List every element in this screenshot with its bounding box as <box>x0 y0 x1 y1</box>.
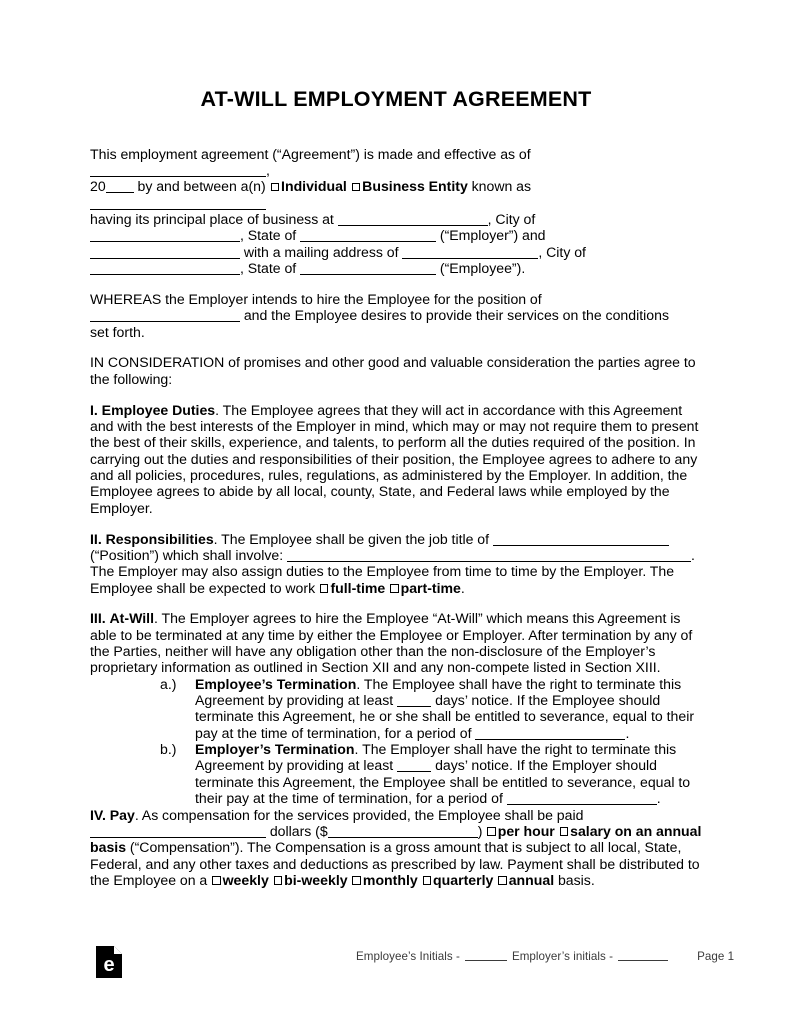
whereas-line2: and the Employee desires to provide their services on the conditions <box>243 307 670 324</box>
subclause-b-heading: Employer’s Termination <box>195 741 355 758</box>
label-full-time: full-time <box>330 579 386 596</box>
consideration-paragraph: IN CONSIDERATION of promises and other good and valuable consideration the parties agree to the following: <box>90 354 696 387</box>
section-2-period: . <box>691 546 695 563</box>
page-footer <box>90 938 735 990</box>
whereas-line1: WHEREAS the Employer intends to hire the Employee for the position of <box>90 290 542 307</box>
list-item <box>90 676 702 741</box>
employee-mailing-address-blank[interactable] <box>402 246 538 259</box>
checkbox-full-time[interactable] <box>320 584 329 593</box>
section-3-heading: At-Will <box>109 610 154 627</box>
label-part-time: part-time <box>400 579 461 596</box>
section-2-responsibilities <box>90 531 702 596</box>
employer-address-blank[interactable] <box>338 213 488 226</box>
employee-notice-days-blank[interactable] <box>397 694 431 707</box>
section-1-number: I. <box>90 401 98 418</box>
label-individual: Individual <box>281 178 347 195</box>
employee-name-blank[interactable] <box>90 246 240 259</box>
pay-amount-words-blank[interactable] <box>90 825 266 838</box>
label-business-entity: Business Entity <box>362 178 468 195</box>
section-2-number: II. <box>90 530 102 547</box>
section-2-line3: The Employer may also assign duties to the Employee from time to time by the Employer. The Employee shall be expected to work <box>90 563 675 596</box>
checkbox-salary-annual[interactable] <box>560 827 569 836</box>
whereas-paragraph <box>90 291 702 340</box>
subclause-b-part3: . <box>656 790 661 807</box>
employer-severance-period-blank[interactable] <box>507 792 657 805</box>
employer-state-blank[interactable] <box>300 229 436 242</box>
label-quarterly: quarterly <box>433 871 494 888</box>
section-3-number: III. <box>90 610 106 627</box>
intro-line2-text: by and between a(n) <box>137 178 266 195</box>
subclause-a-part1: . The Employee shall have the right to terminate this Agreement by providing at least <box>195 675 682 709</box>
section-4-line1: . As compensation for the services provided, the Employee shall be paid <box>134 806 584 823</box>
section-4-line3: (“Compensation”). The Compensation is a gross amount that is subject to all local, State, Federal, and any other taxes and deductions as prescribed by law. Payment shall be distributed to the Employee on a <box>90 839 700 888</box>
intro-line4-employer: (“Employer”) and <box>439 227 546 244</box>
employer-initials-label: Employer’s initials - <box>511 950 614 963</box>
pay-amount-numeric-blank[interactable] <box>328 825 478 838</box>
checkbox-quarterly[interactable] <box>423 876 432 885</box>
effective-date-blank[interactable] <box>90 164 266 177</box>
intro-line5-text: with a mailing address of <box>243 243 399 260</box>
whereas-line3: set forth. <box>90 323 145 340</box>
section-2-heading: Responsibilities <box>105 530 214 547</box>
section-3-body: . The Employer agrees to hire the Employee “At-Will” which means this Agreement is able to be terminated at any time by either the Employee or Employer. After termination by any of the Parties, neither will have any obligation other than the non-disclosure of the Employer’s proprietary information as outlined in Section XII and any non-compete listed in Section XIII. <box>90 610 693 676</box>
employee-initials-blank[interactable] <box>465 950 507 961</box>
intro-line1-text: This employment agreement (“Agreement”) is made and effective as of <box>90 145 531 162</box>
subclause-b-part1: . The Employer shall have the right to terminate this Agreement by providing at least <box>195 741 677 774</box>
pay-paren-close: ) <box>477 822 483 839</box>
section-2-end-period: . <box>460 579 465 596</box>
section-2-position-label: (“Position”) which shall involve: <box>90 546 284 563</box>
eforms-logo-icon <box>96 946 122 978</box>
employer-name-blank[interactable] <box>90 197 266 210</box>
checkbox-monthly[interactable] <box>352 876 361 885</box>
footer-initials-line <box>356 950 734 963</box>
section-2-line1: . The Employee shall be given the job title of <box>213 530 490 547</box>
checkbox-weekly[interactable] <box>212 876 221 885</box>
section-1-heading: Employee Duties <box>101 401 216 418</box>
employee-state-blank[interactable] <box>300 262 436 275</box>
page-title: AT-WILL EMPLOYMENT AGREEMENT <box>200 87 592 111</box>
svg-text:e: e <box>103 954 115 976</box>
termination-subclause-list <box>90 676 702 807</box>
intro-line6-employee: (“Employee”). <box>439 260 526 277</box>
checkbox-annual[interactable] <box>498 876 507 885</box>
page-number: Page 1 <box>697 950 735 963</box>
subclause-a-marker: a.) <box>160 675 177 692</box>
employer-notice-days-blank[interactable] <box>397 759 431 772</box>
subclause-a-heading: Employee’s Termination <box>195 675 357 692</box>
section-4-number: IV. <box>90 806 106 823</box>
intro-line4-state: , State of <box>240 227 297 244</box>
subclause-b-marker: b.) <box>160 741 177 758</box>
label-annual: annual <box>508 871 555 888</box>
employer-city-blank[interactable] <box>90 229 240 242</box>
employee-initials-label: Employee’s Initials - <box>356 950 460 963</box>
job-title-blank[interactable] <box>493 533 669 546</box>
checkbox-individual[interactable] <box>271 183 280 192</box>
subclause-b-part2: days’ notice. If the Employer should terminate this Agreement, the Employee shall be entitled to severance, equal to their pay at the time of termination, for a period of <box>195 757 691 807</box>
section-4-heading: Pay <box>109 806 135 823</box>
list-item <box>90 741 702 806</box>
checkbox-per-hour[interactable] <box>487 827 496 836</box>
section-3-at-will <box>90 610 702 675</box>
employee-severance-period-blank[interactable] <box>475 727 625 740</box>
employer-initials-blank[interactable] <box>618 950 668 961</box>
employee-city-blank[interactable] <box>90 262 240 275</box>
checkbox-part-time[interactable] <box>390 584 399 593</box>
label-bi-weekly: bi-weekly <box>284 871 348 888</box>
section-1-employee-duties <box>90 402 702 516</box>
intro-known-as: known as <box>471 178 532 195</box>
intro-paragraph <box>90 146 702 277</box>
document-body <box>90 88 702 903</box>
year-blank[interactable] <box>106 180 134 193</box>
intro-line3-text: having its principal place of business at <box>90 211 334 228</box>
checkbox-business-entity[interactable] <box>352 183 361 192</box>
label-monthly: monthly <box>362 871 418 888</box>
intro-line1-comma: , <box>266 161 270 178</box>
position-blank[interactable] <box>90 309 240 322</box>
intro-line6-state: , State of <box>240 260 297 277</box>
intro-year-prefix: 20 <box>90 178 106 195</box>
subclause-a-part3: . <box>625 724 630 741</box>
label-weekly: weekly <box>222 871 269 888</box>
label-salary-annual: salary on an annual basis <box>90 822 702 856</box>
position-involves-blank[interactable] <box>287 549 691 562</box>
intro-line5-city: , City of <box>538 243 586 260</box>
section-4-end: basis. <box>557 871 595 888</box>
intro-line3-city: , City of <box>487 211 536 228</box>
label-per-hour: per hour <box>497 822 555 839</box>
section-1-body: . The Employee agrees that they will act in accordance with this Agreement and with the best interests of the Employer in mind, which may or may not require them to present the best of their skills, experience, and talents, to perform all the duties required of the position. In carrying out the duties and responsibilities of their position, the Employee agrees to adhere to any and all policies, procedures, rules, regulations, as administered by the Employer. In addition, the Employee agrees to abide by all local, county, State, and Federal laws while employed by the Employer. <box>90 401 699 516</box>
pay-dollars-label: dollars ($ <box>269 822 328 839</box>
subclause-a-part2: days’ notice. If the Employee should terminate this Agreement, he or she shall be entitled to severance, equal to their pay at the time of termination, for a period of <box>195 692 695 741</box>
section-4-pay <box>90 807 702 889</box>
checkbox-bi-weekly[interactable] <box>274 876 283 885</box>
